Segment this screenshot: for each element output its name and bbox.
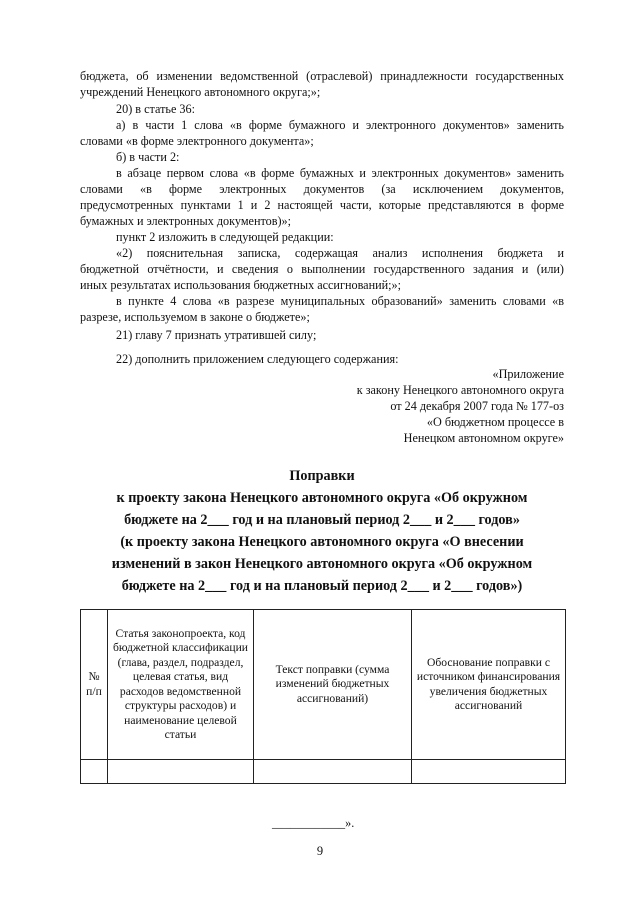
header-number: № п/п <box>81 610 108 760</box>
page-number: 9 <box>316 844 324 858</box>
table-header-row <box>81 610 566 760</box>
document-subtitle-line: бюджете на 2___ год и на плановый период 2___ и 2___ годов» <box>124 512 520 528</box>
document-subtitle-line: бюджете на 2___ год и на плановый период 2___ и 2___ годов») <box>121 578 523 594</box>
paragraph-line: бюджета, об изменении ведомственной (отраслевой) принадлежности государственных <box>80 69 564 83</box>
table-cell <box>108 760 254 784</box>
amendments-table <box>80 609 566 784</box>
paragraph-line: бумажных и электронных документов)»; <box>80 214 292 228</box>
appendix-ref-line: к закону Ненецкого автономного округа <box>356 383 564 397</box>
header-article: Статья законопроекта, код бюджетной классификации (глава, раздел, подраздел, целевая статья, вид расходов ведомственной структуры расходов) и наименование целевой статьи <box>108 610 254 760</box>
paragraph-line: учреждений Ненецкого автономного округа;»; <box>80 85 321 99</box>
document-subtitle-line: (к проекту закона Ненецкого автономного округа «О внесении <box>120 534 524 550</box>
paragraph-line: предусмотренных пунктами 1 и 2 настоящей части, которые представляются в форме <box>80 198 564 212</box>
paragraph-line: пункт 2 изложить в следующей редакции: <box>116 230 334 244</box>
paragraph-line: 22) дополнить приложением следующего содержания: <box>116 352 399 366</box>
appendix-ref-line: Ненецком автономном округе» <box>403 431 564 445</box>
paragraph-line: в пункте 4 слова «в разрезе муниципальных образований» заменить словами «в <box>116 294 564 308</box>
paragraph-line: 20) в статье 36: <box>116 102 195 116</box>
appendix-ref-line: «Приложение <box>492 367 564 381</box>
appendix-ref-line: «О бюджетном процессе в <box>426 415 564 429</box>
paragraph-line: словами «в форме электронного документа»; <box>80 134 314 148</box>
paragraph-line: бюджетной отчётности, и сведения о выполнении государственного задания и (или) <box>80 262 564 276</box>
closing-line: ____________». <box>272 816 355 830</box>
paragraph-line: в абзаце первом слова «в форме бумажных и электронных документов» заменить <box>116 166 564 180</box>
paragraph-line: 21) главу 7 признать утратившей силу; <box>116 328 317 342</box>
appendix-ref-line: от 24 декабря 2007 года № 177-оз <box>390 399 564 413</box>
document-subtitle-line: изменений в закон Ненецкого автономного округа «Об окружном <box>111 556 533 572</box>
table-cell <box>254 760 412 784</box>
table-row <box>81 760 566 784</box>
paragraph-line: иных результатах использования бюджетных ассигнований;»; <box>80 278 402 292</box>
paragraph-line: б) в части 2: <box>116 150 180 164</box>
header-amendment-text: Текст поправки (сумма изменений бюджетных ассигнований) <box>254 610 412 760</box>
document-title: Поправки <box>289 468 355 484</box>
paragraph-line: разрезе, используемом в законе о бюджете»; <box>80 310 310 324</box>
table-cell <box>81 760 108 784</box>
document-subtitle-line: к проекту закона Ненецкого автономного округа «Об окружном <box>116 490 528 506</box>
paragraph-line: а) в части 1 слова «в форме бумажного и электронного документов» заменить <box>116 118 564 132</box>
table-cell <box>412 760 566 784</box>
paragraph-line: «2) пояснительная записка, содержащая анализ исполнения бюджета и <box>116 246 564 260</box>
header-justification: Обоснование поправки с источником финансирования увеличения бюджетных ассигнований <box>412 610 566 760</box>
paragraph-line: словами «в форме электронных документов (за исключением документов, <box>80 182 564 196</box>
